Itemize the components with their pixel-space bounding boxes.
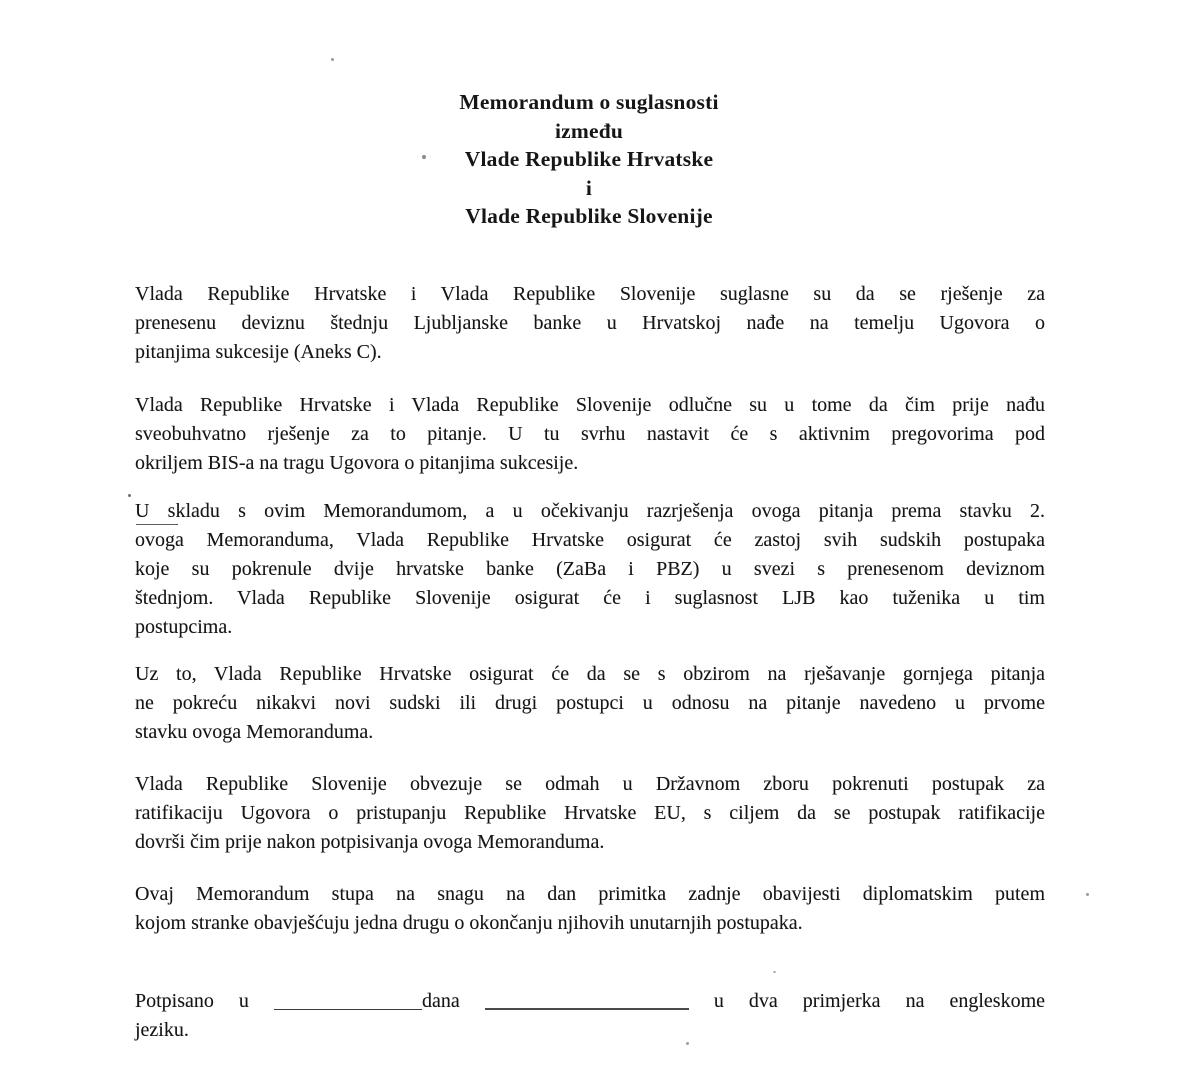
paragraph-line: pitanjima sukcesije (Aneks C). [135, 341, 382, 363]
paragraph-line: ne pokreću nikakvi novi sudski ili drugi postupci u odnosu na pitanje navedeno u prvome [135, 692, 1045, 714]
paragraph-line: koje su pokrenule dvije hrvatske banke (ZaBa i PBZ) u svezi s prenesenom deviznom [135, 558, 1045, 580]
paragraph-line: štednjom. Vlada Republike Slovenije osigurat će i suglasnost LJB kao tuženika u tim [135, 587, 1045, 609]
scan-underline-artifact [136, 524, 178, 525]
paragraph-line: dovrši čim prije nakon potpisivanja ovoga Memoranduma. [135, 831, 605, 853]
paragraph-5 [135, 770, 1045, 857]
paragraph-line: ratifikaciju Ugovora o pristupanju Republike Hrvatske EU, s ciljem da se postupak ratifikacije [135, 802, 1045, 824]
signature-place-group [274, 990, 460, 1012]
signature-dana-label: dana [421, 990, 460, 1012]
paragraph-1 [135, 280, 1045, 367]
paragraph-line: Vlada Republike Hrvatske i Vlada Republike Slovenije suglasne su da se rješenje za [135, 283, 1045, 305]
paragraph-line: sveobuhvatno rješenje za to pitanje. U tu svrhu nastavit će s aktivnim pregovorima pod [135, 423, 1045, 445]
paragraph-3 [135, 497, 1045, 642]
paragraph-6 [135, 880, 1045, 938]
signature-block [135, 987, 1045, 1045]
title-line-1: Memorandum o suglasnosti [459, 90, 719, 114]
title-line-2: između [554, 118, 624, 143]
paragraph-line: stavku ovoga Memoranduma. [135, 721, 374, 743]
signature-line-2: jeziku. [135, 1019, 189, 1041]
paragraph-line: U skladu s ovim Memorandumom, a u očekivanju razrješenja ovoga pitanja prema stavku 2. [135, 500, 1045, 522]
scan-speck [422, 155, 426, 159]
signature-prefix: Potpisano u [135, 990, 249, 1012]
title-line-5: Vlade Republike Slovenije [465, 204, 713, 228]
paragraph-line: Vlada Republike Slovenije obvezuje se odmah u Državnom zboru pokrenuti postupak za [135, 773, 1045, 795]
paragraph-line: Ovaj Memorandum stupa na snagu na dan primitka zadnje obavijesti diplomatskim putem [135, 883, 1045, 905]
paragraph-4 [135, 660, 1045, 747]
paragraph-line: Uz to, Vlada Republike Hrvatske osigurat će da se s obzirom na rješavanje gornjega pitanja [135, 663, 1045, 685]
scan-speck [128, 494, 131, 497]
title-line-4: i [585, 175, 593, 200]
paragraph-line: prenesenu deviznu štednju Ljubljanske banke u Hrvatskoj nađe na temelju Ugovora o [135, 312, 1045, 334]
signature-place-blank [274, 995, 422, 1010]
signature-line-1 [135, 987, 1045, 1016]
scan-speck [686, 1042, 689, 1045]
signature-date-blank [485, 994, 689, 1010]
paragraph-line: okriljem BIS-a na tragu Ugovora o pitanjima sukcesije. [135, 452, 579, 474]
paragraph-line: Vlada Republike Hrvatske i Vlada Republike Slovenije odlučne su u tome da čim prije nađu [135, 394, 1045, 416]
title-line-3: Vlade Republike Hrvatske [464, 147, 714, 171]
scan-speck [773, 971, 776, 973]
paragraph-line: kojom stranke obavješćuju jedna drugu o okončanju njihovih unutarnjih postupaka. [135, 912, 803, 934]
signature-tail: u dva primjerka na engleskome [713, 990, 1046, 1012]
scan-speck [331, 58, 334, 61]
paragraph-2 [135, 391, 1045, 478]
scan-speck [1086, 893, 1089, 896]
document-title [0, 88, 1178, 231]
paragraph-line: ovoga Memoranduma, Vlada Republike Hrvatske osigurat će zastoj svih sudskih postupaka [135, 529, 1045, 551]
paragraph-line: postupcima. [135, 616, 233, 638]
